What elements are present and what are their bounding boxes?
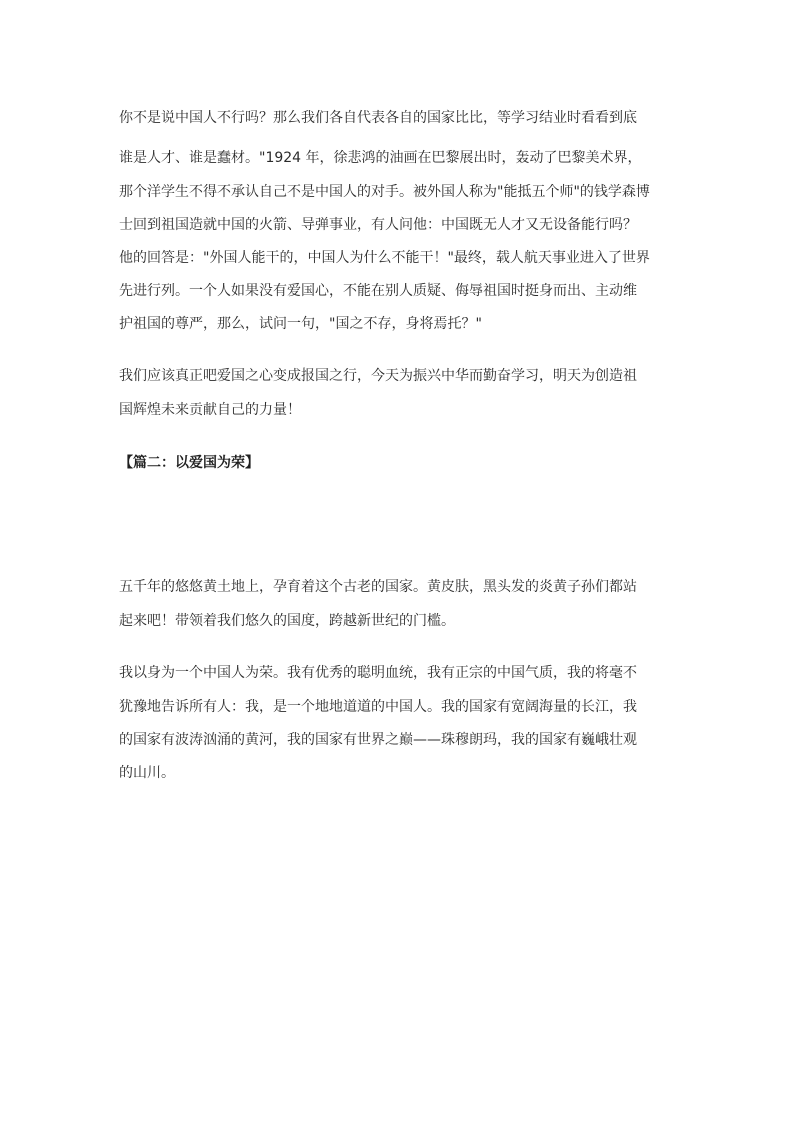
- text-line: 的国家有波涛汹涌的黄河，我的国家有世界之巅——珠穆朗玛，我的国家有巍峨壮观: [119, 732, 637, 748]
- text-line: 士回到祖国造就中国的火箭、导弹事业，有人问他：中国既无人才又无设备能行吗？: [119, 217, 637, 233]
- text-line: 犹豫地告诉所有人：我，是一个地地道道的中国人。我的国家有宽阔海量的长江，我: [119, 699, 637, 715]
- text-line: 我以身为一个中国人为荣。我有优秀的聪明血统，我有正宗的中国气质，我的将毫不: [119, 665, 637, 681]
- text-line: 的山川。: [119, 765, 175, 781]
- text-line: 你不是说中国人不行吗？那么我们各自代表各自的国家比比，等学习结业时看看到底: [119, 110, 637, 126]
- text-line: 五千年的悠悠黄土地上，孕育着这个古老的国家。黄皮肤，黑头发的炎黄子孙们都站: [119, 579, 637, 595]
- text-line: 国辉煌未来贡献自己的力量！: [119, 402, 301, 418]
- text-line: 谁是人才、谁是蠢材。"1924 年，徐悲鸿的油画在巴黎展出时，轰动了巴黎美术界，: [119, 150, 642, 166]
- text-line: 那个洋学生不得不承认自己不是中国人的对手。被外国人称为"能抵五个师"的钱学森博: [119, 184, 650, 200]
- text-line: 起来吧！带领着我们悠久的国度，跨越新世纪的门槛。: [119, 613, 455, 629]
- section-heading: 【篇二：以爱国为荣】: [119, 455, 259, 471]
- text-line: 先进行列。一个人如果没有爱国心，不能在别人质疑、侮辱祖国时挺身而出、主动维: [119, 283, 637, 299]
- text-line: 护祖国的尊严，那么，试问一句，"国之不存，身将焉托？": [119, 316, 482, 332]
- text-line: 我们应该真正吧爱国之心变成报国之行，今天为振兴中华而勤奋学习，明天为创造祖: [119, 368, 637, 384]
- text-line: 他的回答是："外国人能干的，中国人为什么不能干！"最终，载人航天事业进入了世界: [119, 250, 650, 266]
